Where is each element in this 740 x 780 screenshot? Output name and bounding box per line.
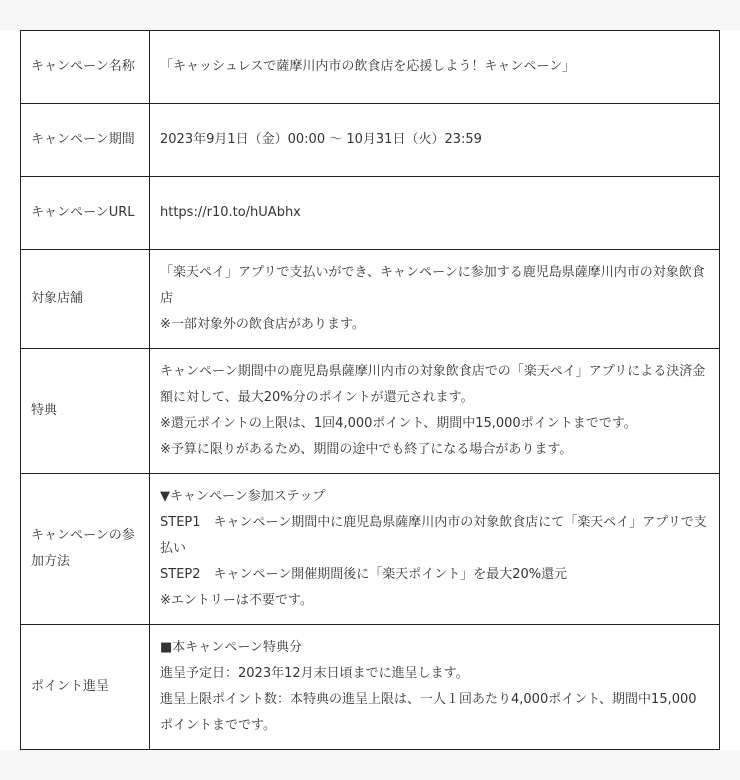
row-campaign-name bbox=[21, 31, 720, 104]
row-label: キャンペーン名称 bbox=[21, 31, 150, 104]
row-benefit bbox=[21, 349, 720, 474]
row-label: ポイント進呈 bbox=[21, 625, 150, 750]
row-value bbox=[150, 104, 720, 177]
row-point-grant bbox=[21, 625, 720, 750]
row-label: 特典 bbox=[21, 349, 150, 474]
value-line: ※エントリーは不要です。 bbox=[160, 593, 313, 608]
value-line: ※還元ポイントの上限は、1回4,000ポイント、期間中15,000ポイントまでです。 bbox=[160, 416, 637, 431]
row-participation-method bbox=[21, 474, 720, 625]
value-line: 進呈上限ポイント数：本特典の進呈上限は、一人１回あたり4,000ポイント、期間中15,000ポイントまでです。 bbox=[160, 692, 697, 733]
row-value bbox=[150, 474, 720, 625]
row-value bbox=[150, 31, 720, 104]
row-label: キャンペーンURL bbox=[21, 177, 150, 250]
value-line: 「楽天ペイ」アプリで支払いができ、キャンペーンに参加する鹿児島県薩摩川内市の対象飲食店 bbox=[160, 265, 705, 306]
campaign-info-table bbox=[20, 30, 720, 750]
row-campaign-period bbox=[21, 104, 720, 177]
row-label: 対象店舗 bbox=[21, 250, 150, 349]
value-line: 「キャッシュレスで薩摩川内市の飲食店を応援しよう！キャンペーン」 bbox=[160, 59, 576, 74]
row-target-stores bbox=[21, 250, 720, 349]
row-value bbox=[150, 250, 720, 349]
campaign-url-link[interactable]: https://r10.to/hUAbhx bbox=[160, 205, 301, 220]
value-line: キャンペーン期間中の鹿児島県薩摩川内市の対象飲食店での「楽天ペイ」アプリによる決済金額に対して、最大20%分のポイントが還元されます。 bbox=[160, 364, 706, 405]
row-value bbox=[150, 349, 720, 474]
row-label: キャンペーン期間 bbox=[21, 104, 150, 177]
value-line: 進呈予定日：2023年12月末日頃までに進呈します。 bbox=[160, 666, 469, 681]
row-label: キャンペーンの参加方法 bbox=[21, 474, 150, 625]
value-line: STEP2 キャンペーン開催期間後に「楽天ポイント」を最大20%還元 bbox=[160, 567, 568, 582]
value-line: ■本キャンペーン特典分 bbox=[160, 640, 303, 655]
value-line: 2023年9月1日（金）00:00 〜 10月31日（火）23:59 bbox=[160, 132, 482, 147]
value-line: ▼キャンペーン参加ステップ bbox=[160, 489, 326, 504]
row-campaign-url bbox=[21, 177, 720, 250]
content-panel bbox=[0, 30, 740, 750]
value-line: ※予算に限りがあるため、期間の途中でも終了になる場合があります。 bbox=[160, 442, 573, 457]
value-line: ※一部対象外の飲食店があります。 bbox=[160, 317, 365, 332]
value-line: STEP1 キャンペーン期間中に鹿児島県薩摩川内市の対象飲食店にて「楽天ペイ」アプリで支払い bbox=[160, 515, 707, 556]
row-value bbox=[150, 625, 720, 750]
row-value[interactable] bbox=[150, 177, 720, 250]
